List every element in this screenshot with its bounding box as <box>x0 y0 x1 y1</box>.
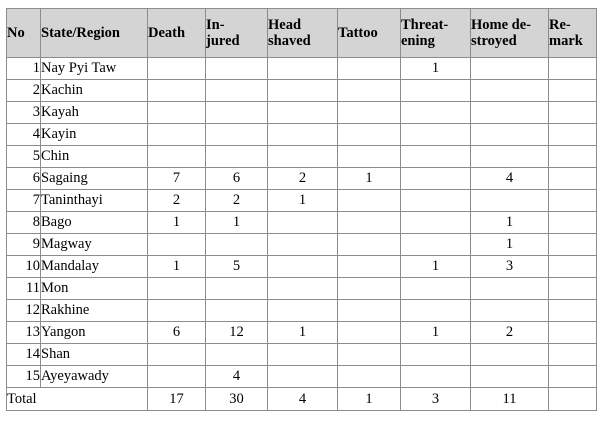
cell-home-destroyed: 1 <box>471 212 549 234</box>
cell-tattoo <box>338 278 401 300</box>
cell-injured <box>206 80 268 102</box>
cell-remark <box>549 146 597 168</box>
column-header-head-shaved <box>268 9 338 58</box>
cell-head-shaved <box>268 278 338 300</box>
total-row <box>7 388 597 411</box>
table-row <box>7 234 597 256</box>
cell-remark <box>549 168 597 190</box>
cell-tattoo <box>338 322 401 344</box>
cell-home-destroyed <box>471 58 549 80</box>
cell-state: Bago <box>41 212 148 234</box>
cell-remark <box>549 256 597 278</box>
table-footer <box>7 388 597 411</box>
cell-no: 4 <box>7 124 41 146</box>
table-row <box>7 366 597 388</box>
cell-tattoo <box>338 80 401 102</box>
cell-head-shaved <box>268 256 338 278</box>
total-remark <box>549 388 597 411</box>
column-header-remark-line1: Re- <box>549 16 571 33</box>
cell-no: 15 <box>7 366 41 388</box>
cell-home-destroyed <box>471 124 549 146</box>
cell-death <box>148 344 206 366</box>
table-row <box>7 322 597 344</box>
cell-threatening: 1 <box>401 322 471 344</box>
cell-death <box>148 234 206 256</box>
cell-death <box>148 58 206 80</box>
cell-death: 2 <box>148 190 206 212</box>
cell-remark <box>549 58 597 80</box>
cell-injured: 1 <box>206 212 268 234</box>
cell-home-destroyed <box>471 146 549 168</box>
column-header-home-destroyed <box>471 9 549 58</box>
column-header-threatening <box>401 9 471 58</box>
cell-no: 1 <box>7 58 41 80</box>
cell-tattoo <box>338 190 401 212</box>
column-header-no-line1: No <box>7 24 25 41</box>
cell-tattoo <box>338 366 401 388</box>
cell-home-destroyed: 3 <box>471 256 549 278</box>
cell-home-destroyed: 1 <box>471 234 549 256</box>
total-head-shaved: 4 <box>268 388 338 411</box>
cell-remark <box>549 300 597 322</box>
cell-state: Mandalay <box>41 256 148 278</box>
cell-injured <box>206 300 268 322</box>
cell-remark <box>549 344 597 366</box>
cell-state: Nay Pyi Taw <box>41 58 148 80</box>
column-header-home-destroyed-line2: stroyed <box>471 33 517 49</box>
cell-no: 9 <box>7 234 41 256</box>
total-tattoo: 1 <box>338 388 401 411</box>
cell-death: 1 <box>148 256 206 278</box>
table-row <box>7 190 597 212</box>
cell-no: 11 <box>7 278 41 300</box>
cell-death <box>148 366 206 388</box>
total-label: Total <box>7 388 148 411</box>
table-container <box>6 8 596 411</box>
column-header-state-region-line1: State/Region <box>41 24 120 41</box>
cell-head-shaved <box>268 366 338 388</box>
cell-death: 6 <box>148 322 206 344</box>
cell-injured <box>206 146 268 168</box>
total-injured: 30 <box>206 388 268 411</box>
cell-tattoo <box>338 256 401 278</box>
cell-tattoo: 1 <box>338 168 401 190</box>
cell-remark <box>549 102 597 124</box>
cell-threatening <box>401 146 471 168</box>
column-header-home-destroyed-line1: Home de- <box>471 16 531 33</box>
table-header <box>7 9 597 58</box>
cell-no: 3 <box>7 102 41 124</box>
cell-death <box>148 80 206 102</box>
cell-tattoo <box>338 102 401 124</box>
table-header-row <box>7 9 597 58</box>
cell-no: 10 <box>7 256 41 278</box>
cell-state: Chin <box>41 146 148 168</box>
table-row <box>7 300 597 322</box>
cell-threatening <box>401 124 471 146</box>
cell-injured: 6 <box>206 168 268 190</box>
cell-no: 6 <box>7 168 41 190</box>
column-header-remark <box>549 9 597 58</box>
column-header-threatening-line1: Threat- <box>401 16 449 33</box>
cell-remark <box>549 80 597 102</box>
cell-head-shaved <box>268 212 338 234</box>
cell-injured <box>206 278 268 300</box>
column-header-injured-line1: In- <box>206 16 225 33</box>
cell-tattoo <box>338 146 401 168</box>
cell-threatening <box>401 278 471 300</box>
cell-threatening <box>401 190 471 212</box>
cell-state: Kayah <box>41 102 148 124</box>
total-death: 17 <box>148 388 206 411</box>
cell-no: 12 <box>7 300 41 322</box>
cell-injured <box>206 124 268 146</box>
cell-threatening <box>401 234 471 256</box>
cell-home-destroyed <box>471 80 549 102</box>
cell-remark <box>549 190 597 212</box>
cell-death: 1 <box>148 212 206 234</box>
cell-no: 5 <box>7 146 41 168</box>
cell-no: 7 <box>7 190 41 212</box>
column-header-remark-line2: mark <box>549 33 583 49</box>
cell-state: Sagaing <box>41 168 148 190</box>
table-row <box>7 168 597 190</box>
cell-threatening <box>401 102 471 124</box>
cell-home-destroyed <box>471 300 549 322</box>
cell-death <box>148 300 206 322</box>
cell-home-destroyed <box>471 344 549 366</box>
cell-remark <box>549 322 597 344</box>
column-header-injured <box>206 9 268 58</box>
cell-injured: 2 <box>206 190 268 212</box>
table-row <box>7 278 597 300</box>
column-header-head-shaved-line1: Head <box>268 16 302 33</box>
cell-remark <box>549 278 597 300</box>
cell-injured <box>206 102 268 124</box>
cell-remark <box>549 124 597 146</box>
cell-injured: 12 <box>206 322 268 344</box>
column-header-death <box>148 9 206 58</box>
cell-injured <box>206 344 268 366</box>
cell-threatening <box>401 80 471 102</box>
cell-injured <box>206 58 268 80</box>
cell-threatening <box>401 212 471 234</box>
total-home-destroyed: 11 <box>471 388 549 411</box>
cell-death: 7 <box>148 168 206 190</box>
cell-head-shaved <box>268 344 338 366</box>
cell-head-shaved <box>268 102 338 124</box>
cell-death <box>148 146 206 168</box>
table-row <box>7 80 597 102</box>
table-row <box>7 58 597 80</box>
cell-threatening: 1 <box>401 58 471 80</box>
cell-head-shaved <box>268 300 338 322</box>
cell-tattoo <box>338 234 401 256</box>
cell-state: Ayeyawady <box>41 366 148 388</box>
cell-state: Yangon <box>41 322 148 344</box>
table-row <box>7 124 597 146</box>
cell-head-shaved <box>268 80 338 102</box>
table-row <box>7 344 597 366</box>
cell-home-destroyed: 4 <box>471 168 549 190</box>
cell-no: 14 <box>7 344 41 366</box>
cell-remark <box>549 366 597 388</box>
cell-state: Shan <box>41 344 148 366</box>
cell-tattoo <box>338 124 401 146</box>
table-row <box>7 256 597 278</box>
column-header-no <box>7 9 41 58</box>
table-row <box>7 146 597 168</box>
column-header-tattoo-line1: Tattoo <box>338 24 378 41</box>
cell-tattoo <box>338 58 401 80</box>
column-header-injured-line2: jured <box>206 33 240 49</box>
column-header-state-region <box>41 9 148 58</box>
cell-injured: 4 <box>206 366 268 388</box>
table-row <box>7 102 597 124</box>
cell-threatening <box>401 168 471 190</box>
cell-injured <box>206 234 268 256</box>
cell-death <box>148 124 206 146</box>
cell-home-destroyed <box>471 102 549 124</box>
cell-remark <box>549 212 597 234</box>
cell-injured: 5 <box>206 256 268 278</box>
incident-summary-table <box>6 8 597 411</box>
cell-head-shaved <box>268 124 338 146</box>
column-header-tattoo <box>338 9 401 58</box>
cell-state: Kayin <box>41 124 148 146</box>
cell-death <box>148 102 206 124</box>
cell-threatening <box>401 344 471 366</box>
cell-state: Mon <box>41 278 148 300</box>
cell-head-shaved: 1 <box>268 322 338 344</box>
cell-state: Rakhine <box>41 300 148 322</box>
cell-home-destroyed <box>471 278 549 300</box>
total-threatening: 3 <box>401 388 471 411</box>
table-row <box>7 212 597 234</box>
cell-no: 13 <box>7 322 41 344</box>
cell-head-shaved <box>268 58 338 80</box>
cell-threatening: 1 <box>401 256 471 278</box>
column-header-threatening-line2: ening <box>401 33 435 49</box>
cell-home-destroyed: 2 <box>471 322 549 344</box>
cell-head-shaved: 1 <box>268 190 338 212</box>
cell-no: 2 <box>7 80 41 102</box>
column-header-death-line1: Death <box>148 24 186 41</box>
cell-head-shaved: 2 <box>268 168 338 190</box>
cell-remark <box>549 234 597 256</box>
cell-threatening <box>401 366 471 388</box>
cell-state: Kachin <box>41 80 148 102</box>
cell-death <box>148 278 206 300</box>
cell-threatening <box>401 300 471 322</box>
cell-home-destroyed <box>471 190 549 212</box>
table-body <box>7 58 597 388</box>
cell-head-shaved <box>268 234 338 256</box>
cell-tattoo <box>338 212 401 234</box>
cell-home-destroyed <box>471 366 549 388</box>
cell-tattoo <box>338 344 401 366</box>
column-header-head-shaved-line2: shaved <box>268 33 311 49</box>
cell-tattoo <box>338 300 401 322</box>
cell-head-shaved <box>268 146 338 168</box>
cell-state: Magway <box>41 234 148 256</box>
cell-no: 8 <box>7 212 41 234</box>
cell-state: Taninthayi <box>41 190 148 212</box>
